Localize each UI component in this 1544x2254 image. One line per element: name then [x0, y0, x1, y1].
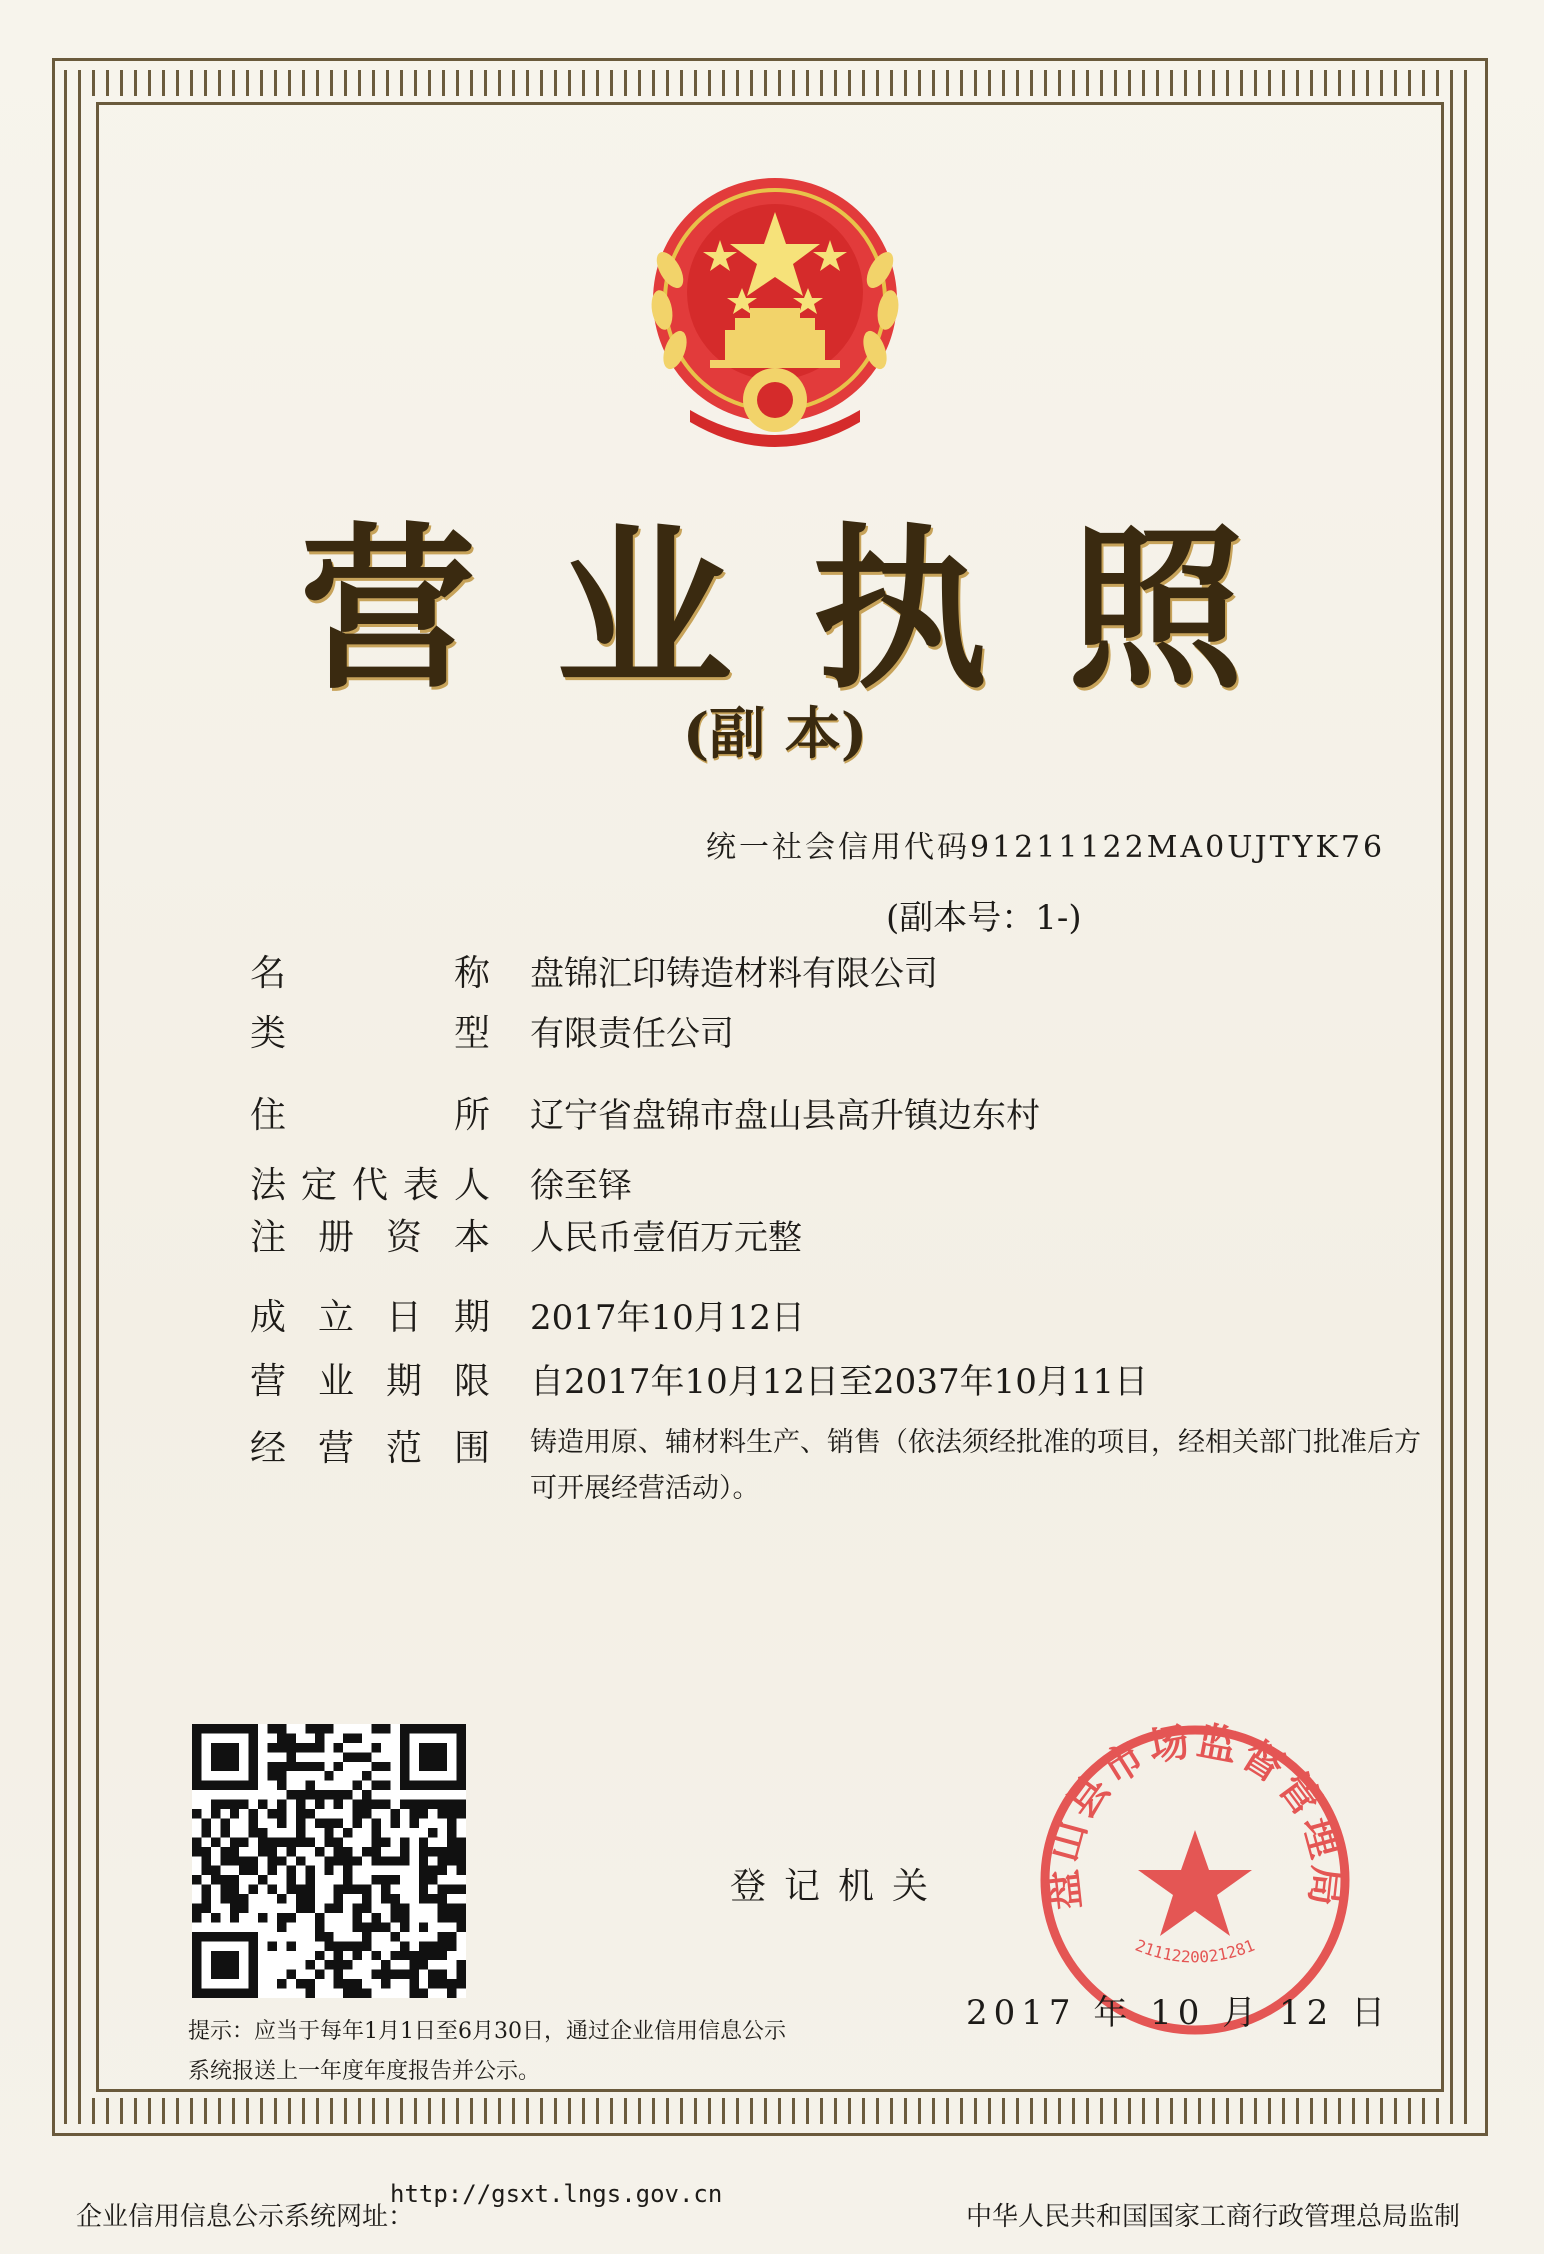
footer-issuer: 中华人民共和国国家工商行政管理总局监制	[966, 2202, 1461, 2232]
credit-code-value: 91211122MA0UJTYK76	[970, 830, 1386, 865]
legal-representative: 徐至铎	[530, 1165, 632, 1206]
establishment-date: 2017年10月12日	[530, 1297, 806, 1338]
field-label: 住 所	[250, 1094, 490, 1136]
field-established	[250, 1288, 1450, 1340]
title-char: 业	[555, 505, 732, 713]
copy-number: (副本号：1-)	[886, 898, 1082, 938]
field-label: 成 立 日 期	[250, 1296, 490, 1338]
field-type	[250, 1004, 1450, 1056]
issue-date: 2017 年 10 月 12 日	[966, 1993, 1392, 2033]
company-name: 盘锦汇印铸造材料有限公司	[530, 953, 938, 994]
business-term: 自2017年10月12日至2037年10月11日	[530, 1361, 1149, 1402]
field-scope	[250, 1420, 1450, 1530]
field-label: 法 定 代 表 人	[250, 1164, 490, 1206]
credit-code-line	[706, 822, 1385, 866]
registration-authority-label: 登记机关	[730, 1866, 947, 1907]
footer-website-link[interactable]: http://gsxt.lngs.gov.cn	[390, 2180, 723, 2208]
title-char: 营	[300, 505, 477, 713]
license-title	[300, 500, 1244, 713]
field-name	[250, 944, 1450, 996]
annual-report-notice: 提示：应当于每年1月1日至6月30日，通过企业信用信息公示系统报送上一年度年度报告并公示。	[188, 2019, 786, 2084]
company-address: 辽宁省盘锦市盘山县高升镇边东村	[530, 1095, 1040, 1136]
field-label: 经 营 范 围	[250, 1428, 490, 1469]
svg-text:2111220021281	[1133, 1936, 1258, 1967]
field-label: 营 业 期 限	[250, 1360, 490, 1402]
field-term	[250, 1352, 1450, 1404]
field-address	[250, 1086, 1450, 1138]
field-capital	[250, 1208, 1450, 1260]
field-label: 类 型	[250, 1012, 490, 1054]
business-scope: 铸造用原、辅材料生产、销售（依法须经批准的项目，经相关部门批准后方可开展经营活动）。	[530, 1427, 1421, 1504]
field-legal-rep	[250, 1156, 1450, 1208]
license-subtitle: (副 本)	[682, 701, 868, 767]
national-emblem-icon	[630, 160, 920, 460]
company-type: 有限责任公司	[530, 1013, 734, 1054]
field-label: 名 称	[250, 952, 490, 994]
title-char: 执	[811, 505, 988, 713]
field-label: 注 册 资 本	[250, 1216, 490, 1258]
credit-code-label: 统一社会信用代码	[706, 830, 970, 865]
footer-website-label: 企业信用信息公示系统网址：	[76, 2202, 415, 2232]
seal-text: 盘山县市场监督管理局	[1039, 1718, 1351, 1913]
registered-capital: 人民币壹佰万元整	[530, 1217, 802, 1258]
title-char: 照	[1067, 505, 1244, 713]
seal-number: 2111220021281	[1132, 1935, 1258, 1967]
qr-code-icon[interactable]	[192, 1724, 466, 1998]
